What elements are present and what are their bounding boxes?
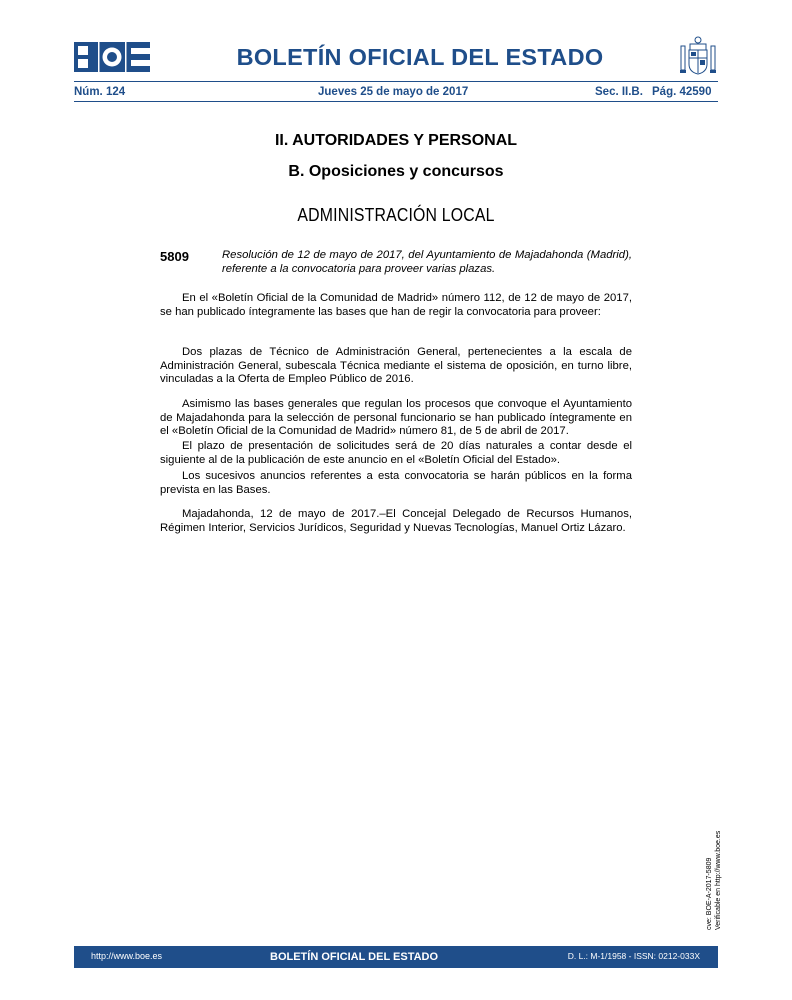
resolution-title: Resolución de 12 de mayo de 2017, del Ayuntamiento de Majadahonda (Madrid), referente a la convocatoria para proveer varias plazas. xyxy=(222,249,632,275)
verification-link[interactable]: Verificable en http://www.boe.es xyxy=(715,830,722,930)
section-label: Sec. II.B. xyxy=(595,86,643,98)
verification-note xyxy=(705,831,723,930)
entry-number: 5809 xyxy=(160,249,189,264)
cve-code: cve: BOE-A-2017-5809 xyxy=(706,857,713,930)
paragraph: En el «Boletín Oficial de la Comunidad de Madrid» número 112, de 12 de mayo de 2017, se han publicado íntegramente las bases que han de regir la convocatoria para proveer: xyxy=(160,292,632,318)
section-subtitle: B. Oposiciones y concursos xyxy=(288,163,504,180)
header-rule-bottom xyxy=(74,101,718,102)
signature-paragraph: Majadahonda, 12 de mayo de 2017.–El Concejal Delegado de Recursos Humanos, Régimen Interior, Servicios Jurídicos, Seguridad y Nuevas Tecnologías, Manuel Ortiz Lázaro. xyxy=(160,508,632,534)
issue-date: Jueves 25 de mayo de 2017 xyxy=(318,86,469,98)
footer-legal: D. L.: M-1/1958 - ISSN: 0212-033X xyxy=(567,951,700,961)
page-number: Pág. 42590 xyxy=(652,86,712,98)
paragraph: El plazo de presentación de solicitudes será de 20 días naturales a contar desde el siguiente al de la publicación de este anuncio en el «Boletín Oficial del Estado». xyxy=(160,440,632,466)
paragraph: Asimismo las bases generales que regulan los procesos que convoque el Ayuntamiento de Majadahonda para la selección de personal funcionario se han publicado íntegramente en el «Boletín Oficial de la Comunidad de Madrid» número 81, de 5 de abril de 2017. xyxy=(160,398,632,438)
gazette-title: BOLETÍN OFICIAL DEL ESTADO xyxy=(236,44,604,70)
section-title: II. AUTORIDADES Y PERSONAL xyxy=(274,132,518,149)
coat-of-arms-icon xyxy=(678,36,718,78)
footer-title: BOLETÍN OFICIAL DEL ESTADO xyxy=(270,951,439,963)
footer-url-link[interactable]: http://www.boe.es xyxy=(91,951,163,961)
footer-bar xyxy=(74,946,718,968)
issue-number: Núm. 124 xyxy=(74,86,126,98)
header-rule-top xyxy=(74,81,718,82)
paragraph: Los sucesivos anuncios referentes a esta convocatoria se harán públicos en la forma prevista en las Bases. xyxy=(160,470,632,496)
boe-logo xyxy=(74,42,150,72)
paragraph: Dos plazas de Técnico de Administración General, pertenecientes a la escala de Administración General, subescala Técnica mediante el sistema de oposición, en turno libre, vinculadas a la Oferta de Empleo Público de 2016. xyxy=(160,346,632,386)
administration-heading: ADMINISTRACIÓN LOCAL xyxy=(297,205,495,225)
